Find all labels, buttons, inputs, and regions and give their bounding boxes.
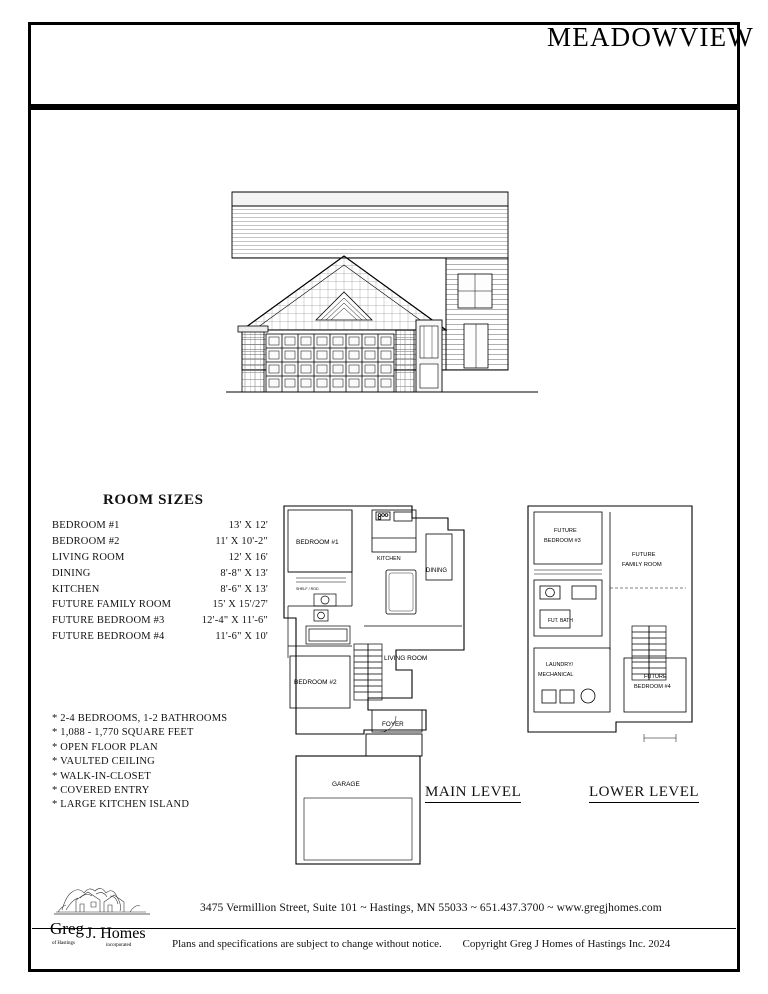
room-name: KITCHEN [52, 583, 100, 595]
logo-sub-right: incorporated [106, 943, 132, 948]
lower-level-floorplan [520, 498, 700, 768]
room-name: LIVING ROOM [52, 551, 125, 563]
room-label-bedroom2: BEDROOM #2 [294, 679, 337, 686]
room-dimension: 15' X 15'/27' [212, 599, 268, 611]
room-label-future-bedroom3-line1: FUTURE [554, 528, 577, 534]
logo-name-line2: J. Homes [86, 925, 146, 942]
room-name: DINING [52, 567, 91, 579]
room-dimension: 8'-6" X 13' [220, 583, 268, 595]
room-label-future-bedroom3-line2: BEDROOM #3 [544, 538, 581, 544]
list-item: * LARGE KITCHEN ISLAND [52, 799, 190, 811]
lower-level-label-text: LOWER LEVEL [589, 784, 699, 803]
logo-sub-left: of Hastings [52, 941, 75, 946]
room-label-future-bedroom4-line1: FUTURE [644, 674, 667, 680]
room-dimension: 12' X 16' [228, 551, 268, 563]
room-label-dining: DINING [426, 568, 447, 574]
features-list [52, 712, 227, 813]
room-label-living: LIVING ROOM [384, 655, 428, 662]
closet-note: SHELF / ROD [296, 587, 319, 591]
room-label-garage: GARAGE [332, 781, 360, 788]
footer-disclaimer: Plans and specifications are subject to change without notice. [172, 938, 442, 950]
room-label-future-family-line1: FUTURE [632, 552, 656, 558]
room-name: BEDROOM #1 [52, 520, 120, 532]
logo-name-line1: Greg [50, 919, 84, 938]
room-label-future-bedroom4-line2: BEDROOM #4 [634, 684, 671, 690]
footer-copyright: Copyright Greg J Homes of Hastings Inc. 2024 [462, 938, 671, 950]
main-level-label-text: MAIN LEVEL [425, 784, 521, 803]
list-item: * 2-4 BEDROOMS, 1-2 BATHROOMS [52, 713, 228, 724]
list-item: * OPEN FLOOR PLAN [52, 741, 158, 753]
room-dimension: 12'-4" X 11'-6" [201, 615, 268, 627]
room-name: FUTURE BEDROOM #3 [52, 615, 165, 627]
table-row [52, 597, 270, 613]
table-row [52, 550, 270, 566]
room-label-future-family-line2: FAMILY ROOM [622, 562, 662, 568]
list-item: * VAULTED CEILING [52, 756, 155, 768]
room-dimension: 11'-6" X 10' [215, 630, 268, 642]
footer-address: 3475 Vermillion Street, Suite 101 ~ Hastings, MN 55033 ~ 651.437.3700 ~ www.gregjhomes.com [200, 902, 662, 914]
room-dimension: 8'-8" X 13' [220, 567, 268, 579]
page-title: MEADOWVIEW [547, 22, 754, 52]
room-label-laundry-line1: LAUNDRY/ [546, 662, 574, 668]
room-sizes-table [52, 518, 270, 644]
room-name: FUTURE BEDROOM #4 [52, 630, 165, 642]
table-row [52, 565, 270, 581]
room-label-foyer: FOYER [382, 721, 404, 728]
room-sizes-heading: ROOM SIZES [103, 492, 204, 508]
table-row [52, 518, 270, 534]
table-row [52, 581, 270, 597]
room-name: FUTURE FAMILY ROOM [52, 599, 172, 611]
room-dimension: 13' X 12' [228, 520, 268, 532]
room-label-bath: FUT. BATH [548, 618, 573, 624]
company-logo [46, 880, 158, 952]
table-row [52, 613, 270, 629]
main-level-floorplan [276, 498, 476, 873]
list-item: * 1,088 - 1,770 SQUARE FEET [52, 727, 194, 739]
table-row [52, 628, 270, 644]
main-level-label [425, 784, 521, 803]
footer-note [172, 938, 670, 950]
list-item: * WALK-IN-CLOSET [52, 770, 151, 782]
list-item: * COVERED ENTRY [52, 785, 150, 797]
room-name: BEDROOM #2 [52, 536, 120, 548]
room-dimension: 11' X 10'-2" [215, 536, 268, 548]
room-label-kitchen: KITCHEN [377, 556, 401, 562]
footer-divider [32, 928, 736, 929]
lower-level-label [589, 784, 699, 803]
room-label-laundry-line2: MECHANICAL [538, 672, 574, 678]
front-elevation-drawing [220, 170, 550, 420]
room-label-bedroom1: BEDROOM #1 [296, 539, 339, 546]
table-row [52, 534, 270, 550]
